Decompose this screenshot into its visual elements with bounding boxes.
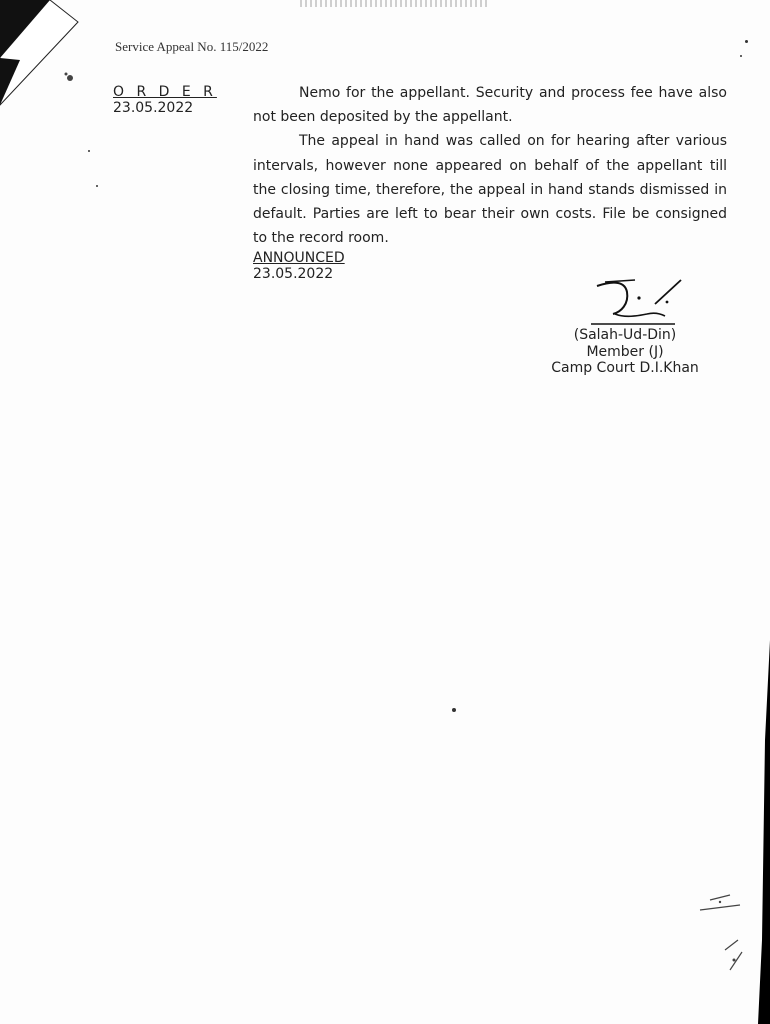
folded-corner-mark (0, 0, 80, 110)
order-date: 23.05.2022 (113, 100, 194, 116)
order-paragraph: Nemo for the appellant. Security and process fee have also not been deposited by the appellant. (253, 85, 727, 126)
announced-heading: ANNOUNCED (253, 250, 345, 266)
scan-speck (88, 150, 90, 152)
scan-artifact (300, 0, 490, 7)
order-heading: O R D E R (113, 84, 217, 100)
signatory-court: Camp Court D.I.Khan (551, 360, 699, 376)
scan-edge-shadow (758, 640, 770, 1024)
scan-speck (740, 55, 742, 57)
case-reference: Service Appeal No. 115/2022 (115, 39, 269, 54)
order-body (253, 81, 727, 250)
scan-speck (745, 40, 748, 43)
signatory-block (525, 327, 725, 377)
signatory-designation: Member (J) (586, 343, 664, 360)
scan-speck (452, 708, 456, 712)
announced-date: 23.05.2022 (253, 266, 334, 282)
order-paragraph: The appeal in hand was called on for hearing after various intervals, however none appeared on behalf of the appellant till the closing time, therefore, the appeal in hand stands dismissed in default. Parties are left to bear their own costs. File be consigned to the record room. (253, 133, 727, 247)
margin-scribble (690, 880, 750, 980)
signatory-name: (Salah-Ud-Din) (573, 327, 677, 343)
handwritten-signature (585, 274, 700, 330)
scan-speck (96, 185, 98, 187)
